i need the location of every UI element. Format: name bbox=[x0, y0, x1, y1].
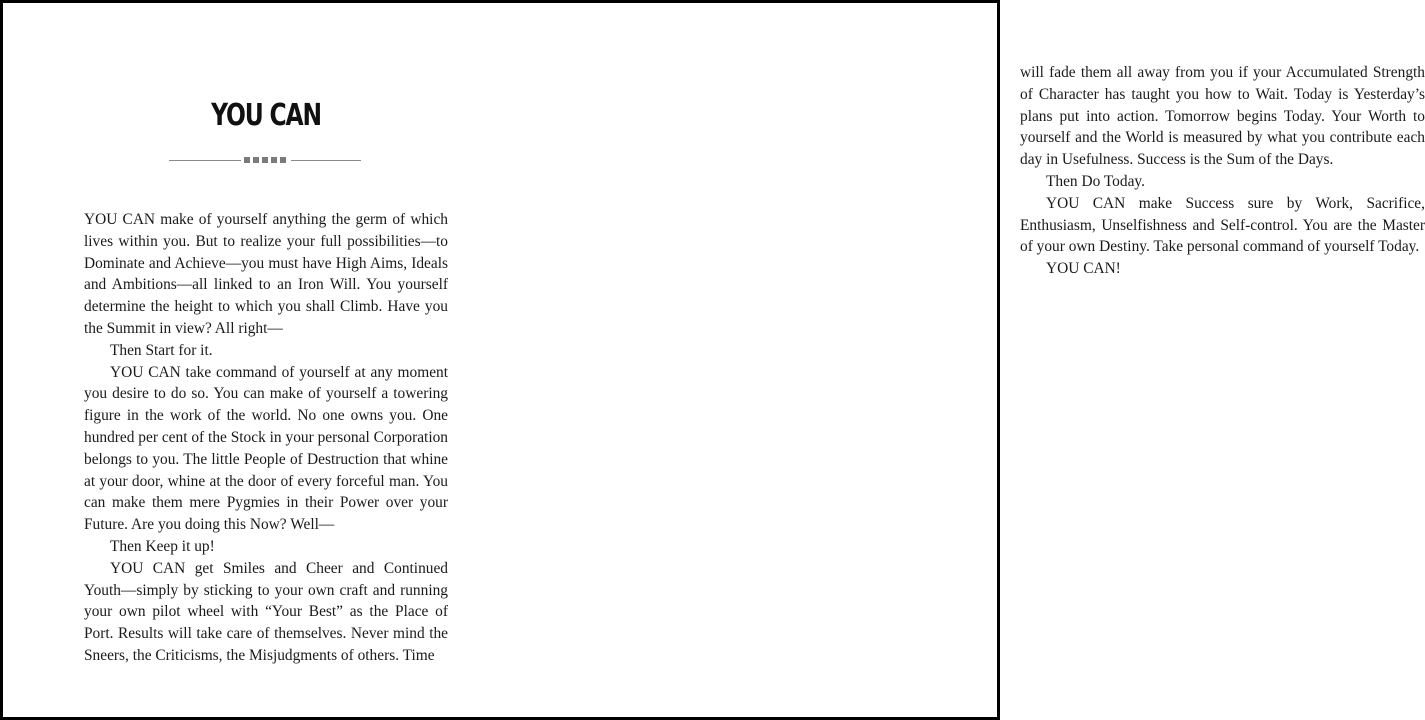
ornament-square bbox=[262, 157, 268, 163]
ornament-rule-right bbox=[291, 160, 361, 161]
ornament-rule-left bbox=[169, 160, 241, 161]
paragraph: YOU CAN get Smiles and Cheer and Continued Youth—simply by sticking to your own craft and running your own pilot wheel with “Your Best” as the Place of Port. Results will take care of themselves. Never mind the Sneers, the Criticisms, the Misjudgments of others. Time bbox=[84, 559, 448, 664]
paragraph: Then Keep it up! bbox=[110, 537, 215, 555]
paragraph: YOU CAN! bbox=[1046, 260, 1121, 278]
left-page-text bbox=[84, 209, 448, 667]
title-ornament bbox=[169, 156, 361, 164]
ornament-square bbox=[280, 157, 286, 163]
paragraph: Then Do Today. bbox=[1046, 172, 1145, 190]
ornament-square bbox=[253, 157, 259, 163]
right-page bbox=[503, 3, 1425, 717]
paragraph: YOU CAN make of yourself anything the germ of which lives within you. But to realize your full possibilities—to Dominate and Achieve—you must have High Aims, Ideals and Ambitions—all linked to an Iron Will. You yourself determine the height to which you shall Climb. Have you the Summit in view? All right— bbox=[84, 211, 448, 337]
left-page bbox=[3, 3, 503, 717]
ornament-square bbox=[244, 157, 250, 163]
chapter-title: YOU CAN bbox=[211, 98, 321, 133]
ornament-square bbox=[271, 157, 277, 163]
paragraph: will fade them all away from you if your Accumulated Strength of Character has taught you how to Wait. Today is Yesterday’s plans put into action. Tomorrow begins Today. Your Worth to yourself and the World is measured by what you contribute each day in Usefulness. Success is the Sum of the Days. bbox=[1020, 64, 1425, 169]
ornament-dots bbox=[244, 157, 286, 163]
paragraph: YOU CAN take command of yourself at any moment you desire to do so. You can make of yourself a towering figure in the work of the world. No one owns you. One hundred per cent of the Stock in your personal Corporation belongs to you. The little People of Destruction that whine at your door, whine at the door of every forceful man. You can make them mere Pygmies in their Power over your Future. Are you doing this Now? Well— bbox=[84, 363, 448, 534]
paragraph: Then Start for it. bbox=[110, 341, 213, 359]
paragraph: YOU CAN make Success sure by Work, Sacrifice, Enthusiasm, Unselfishness and Self-control. You are the Master of your own Destiny. Take personal command of yourself Today. bbox=[1020, 194, 1425, 256]
right-page-text bbox=[1020, 62, 1425, 280]
